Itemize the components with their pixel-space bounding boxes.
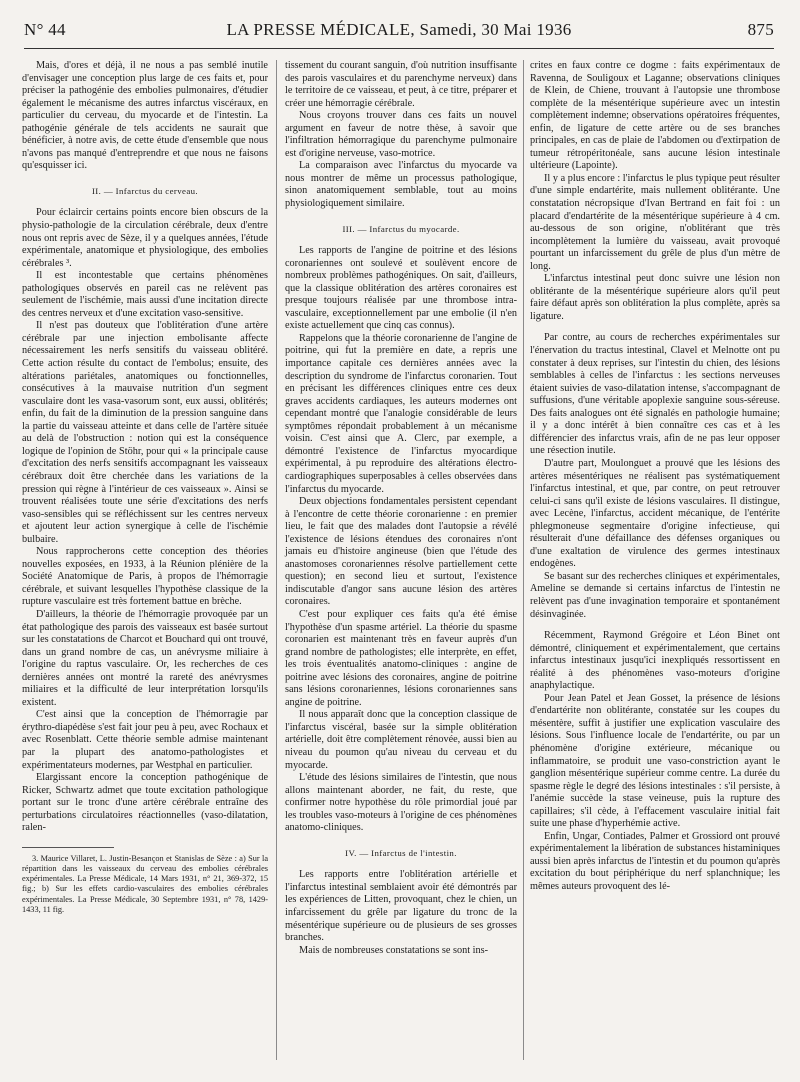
paragraph: crites en faux contre ce dogme : faits expérimentaux de Ravenna, de Souligoux et Laganne; observations cliniques de Klein, de Chiene, trouvant à l'autopsie une thrombose complète de la mésentérique supérieure avec un intestin complètement indemne; observations opératoires fréquentes, enfin, de ligature de cette artère ou de ses branches principales, en cas de plaie de l'abdomen ou d'extirpation de tumeur rétropéritonéale, sans aucune lésion intestinale ultérieure (Lapointe). [530, 60, 780, 172]
column-2 [285, 60, 517, 957]
paragraph: Il y a plus encore : l'infarctus le plus typique peut résulter d'une simple endartérite, mais nullement oblitérante. Une constatation nécropsique d'Ivan Bertrand en fait foi : un placard d'endartérite de la mésentérique supérieure à 4 cm. au-dessous de son origine, n'oblitérant que très incomplètement la lumière du vaisseau, avait provoqué pourtant un infarcissement du grêle de plus d'un mètre de long. [530, 172, 780, 272]
paragraph: Par contre, au cours de recherches expérimentales sur l'énervation du tractus intestinal, Clavel et Melnotte ont pu constater à deux reprises, sur l'intestin du chien, des lésions semblables à celles de l'infarctus : les sections nerveuses étaient suivies de vaso-dilatation intense, s'accompagnant de suffusions, d'une véritable apoplexie sanguine sous-séreuse. Des faits analogues ont été signalés en pathologie humaine; il y a donc intérêt à bien connaître ces cas et à les différencier des infarctus vrais, afin de ne pas leur opposer une résection inutile. [530, 332, 780, 457]
paragraph: Enfin, Ungar, Contiades, Palmer et Grossiord ont prouvé expérimentalement la libération de substances histaminiques aussi bien après infarctus de l'intestin et du poumon qu'après excitation du bout périphérique du nerf splanchnique; les mêmes auteurs provoquent des lé- [530, 830, 780, 892]
paragraph: Rappelons que la théorie coronarienne de l'angine de poitrine, qui fut la première en date, a repris une importance capitale ces dernières années avec la description du syndrome de l'infarctus coronarien. Tout en précisant les différences cliniques entre ces deux graves accidents cardiaques, les auteurs modernes ont cependant montré que l'analogie considérable de leurs symptômes répondait probablement à un mécanisme voisin. C'est ainsi que A. Clerc, par exemple, a démontré l'existence de l'infarctus myocardique expérimental, à pu reproduire des altérations électro-cardiographiques superposables à celles observées dans l'infarctus du myocarde. [285, 332, 517, 495]
section-heading-myocarde: III. — Infarctus du myocarde. [342, 223, 460, 234]
paragraph: Pour éclaircir certains points encore bien obscurs de la physio-pathologie de la circulation cérébrale, deux d'entre nous ont repris avec de Sèze, il y a quelques années, l'étude expérimentale, anatomique et physiologique, des embolies cérébrales ³. [22, 207, 268, 269]
paragraph: Nous rapprocherons cette conception des théories nouvelles exposées, en 1933, à la Réunion plénière de la Société Anatomique de Paris, à propos de l'hémorragie cérébrale, et suivant lesquelles l'hypothèse classique de la rupture vasculaire est très fortement battue en brèche. [22, 546, 268, 608]
paragraph: Mais de nombreuses constatations se sont ins- [299, 944, 489, 956]
paragraph: tissement du courant sanguin, d'où nutrition insuffisante des parois vasculaires et du parenchyme nerveux) dans le territoire de ce vaisseau, et peut, à ce titre, préparer et créer une hémorragie cérébrale. [285, 60, 517, 109]
paragraph: Pour Jean Patel et Jean Gosset, la présence de lésions d'endartérite non oblitérante, constatée sur les coupes du mésentère, suffit à justifier une explication vasculaire des lésions. Sous l'influence locale de l'endartérite, ou par un phénomène d'origine extérieure, mécanique ou inflammatoire, se produit une vaso-constriction ayant le ganglion mésentérique supérieur comme centre. La durée du spasme règle le degré des lésions intestinales : s'il persiste, à l'anémie succède la stase veineuse, puis la rupture des capillaires; s'il cède, à l'effacement vasculaire initial fait suite une phase d'hyperhémie active. [530, 692, 780, 830]
paragraph: L'infarctus intestinal peut donc suivre une lésion non oblitérante de la mésentérique supérieure alors qu'il peut faire défaut après son oblitération la plus complète, après sa ligature. [530, 273, 780, 322]
column-divider-2 [523, 60, 524, 1060]
paragraph: Il est incontestable que certains phénomènes pathologiques observés en pareil cas ne relèvent pas seulement de l'ischémie, mais aussi d'une incitation directe des centres nerveux et d'une excitation vaso-sensitive. [22, 270, 268, 319]
paragraph: C'est pour expliquer ces faits qu'a été émise l'hypothèse d'un spasme artériel. La théorie du spasme coronarien est maintenant très en faveur auprès d'un grand nombre de pathologistes; elle interprète, en effet, les trois éventualités anatomo-cliniques : angine de poitrine avec lésions des coronaires, angine de poitrine sans lésions coronariennes, lésions coronariennes sans angine de poitrine. [285, 608, 517, 708]
page-header [24, 14, 774, 49]
footnote: 3. Maurice Villaret, L. Justin-Besançon et Stanislas de Sèze : a) Sur la répartition dans les vaisseaux du cerveau des embolies cérébrales expérimentales. La Presse Médicale, 14 Mars 1931, n° 21, 369-372, 15 fig.; b) Sur les effets cardio-vasculaires des embolies cérébrales expérimentales. La Presse Médicale, 30 Septembre 1931, n° 78, 1429-1433, 11 fig. [22, 853, 268, 914]
spacer [530, 323, 780, 332]
journal-title: LA PRESSE MÉDICALE, Samedi, 30 Mai 1936 [226, 20, 572, 39]
column-1 [22, 60, 268, 915]
paragraph: Les rapports de l'angine de poitrine et des lésions coronariennes ont soulevé et soulèvent encore de nombreux problèmes pathogéniques. On sait, d'ailleurs, que la classique oblitération des artères coronaires est presque toujours réalisée par une thrombose intra-vasculaire, exceptionnellement par une embolie (il n'en existe actuellement que cinq cas connus). [285, 245, 517, 332]
paragraph: Deux objections fondamentales persistent cependant à l'encontre de cette théorie coronarienne : en premier lieu, le fait que des malades dont l'autopsie a révélé l'existence de lésions étendues des coronaires n'ont jamais eu d'histoire angineuse (bien que l'étude des anastomoses coronariennes résolve partiellement cette question); en second lieu et surtout, l'existence indiscutable d'angor sans aucune lésion des artères coronaires. [285, 496, 517, 608]
paragraph: Nous croyons trouver dans ces faits un nouvel argument en faveur de notre thèse, à savoir que l'infiltration hémorragique du parenchyme pulmonaire est d'origine nerveuse, vaso-motrice. [285, 110, 517, 159]
column-divider-1 [276, 60, 277, 1060]
paragraph: La comparaison avec l'infarctus du myocarde va nous montrer de même un processus pathologique, sinon anatomiquement semblable, tout au moins physiologiquement similaire. [285, 160, 517, 210]
section-heading-intestin: IV. — Infarctus de l'intestin. [345, 847, 457, 858]
paragraph: Récemment, Raymond Grégoire et Léon Binet ont démontré, cliniquement et expérimentalement, que certains infarctus intestinaux jusqu'ici inexpliqués ressortissent en réalité à des phénomènes vaso-moteurs d'origine anaphylactique. [530, 630, 780, 692]
issue-number: N° 44 [24, 20, 66, 39]
spacer [530, 621, 780, 630]
paragraph: Les rapports entre l'oblitération artérielle et l'infarctus intestinal semblaient avoir été démontrés par les expériences de Litten, provoquant, chez le chien, un infarcissement du grêle par ligature du tronc de la mésentérique supérieure ou de plusieurs de ses grosses branches. [285, 869, 517, 944]
paragraph: Elargissant encore la conception pathogénique de Ricker, Schwartz admet que toute excitation pathologique portant sur le tronc d'une artère cérébrale entraîne des perturbations circulatoires réactionnelles (vaso-dilatation, ralen- [22, 772, 268, 834]
paragraph: Se basant sur des recherches cliniques et expérimentales, Ameline se demande si certains infarctus de l'intestin ne relèvent pas d'une invagination temporaire et spontanément désinvaginée. [530, 570, 780, 620]
paragraph: D'autre part, Moulonguet a prouvé que les lésions des artères mésentériques ne réalisent pas systématiquement l'infarctus intestinal, et que, par contre, on peut retrouver celui-ci sans qu'il existe de lésions vasculaires. Il distingue, avec Lecène, l'infarctus, accident mécanique, de l'entérite phlegmoneuse segmentaire d'origine infectieuse, qui résulterait d'une défaillance des défenses organiques ou d'une exaltation de virulence des germes intestinaux endogènes. [530, 457, 780, 570]
paragraph: D'ailleurs, la théorie de l'hémorragie provoquée par un état pathologique des parois des vaisseaux est basée surtout sur les constatations de Charcot et Bouchard qui ont trouvé, dans un grand nombre de cas, un anévrysme miliaire à l'origine du raptus vasculaire. Or, les recherches de ces dernières années ont montré la rareté des anévrysmes miliaires et la difficulté de leur interprétation lorsqu'ils existent. [22, 608, 268, 708]
paragraph: Il nous apparaît donc que la conception classique de l'infarctus viscéral, basée sur la simple oblitération artérielle, doit être complètement rénovée, aussi bien au niveau du poumon qu'au niveau du cerveau et du myocarde. [285, 709, 517, 771]
paragraph: L'étude des lésions similaires de l'intestin, que nous allons maintenant aborder, ne fait, du reste, que confirmer notre hypothèse du rôle primordial joué par les troubles vaso-moteurs à l'origine de ces phénomènes anatomo-cliniques. [285, 772, 517, 834]
paragraph: C'est ainsi que la conception de l'hémorragie par érythro-diapédèse s'est fait jour peu à peu, avec Rochaux et avec Rosenblatt. Cette théorie semble admise maintenant par la plupart des anatomo-pathologistes et expérimentateurs modernes, par Westphal en particulier. [22, 709, 268, 771]
footnote-rule [22, 847, 114, 848]
paragraph: Mais, d'ores et déjà, il ne nous a pas semblé inutile d'envisager une conception plus large de ces faits et, pour préciser la pathogénie des embolies pulmonaires, d'étudier également le mécanisme des autres infarctus viscéraux, en particulier du cerveau, du myocarde et de l'intestin. La pathogénie générale de tels accidents ne saurait que bénéficier, à notre avis, de cette étude d'ensemble que nous n'avons pas manqué d'entreprendre et que nous ne faisons qu'esquisser ici. [22, 60, 268, 172]
paragraph: Il n'est pas douteux que l'oblitération d'une artère cérébrale par une injection embolisante affecte nécessairement les nerfs sensitifs du vaisseau oblitéré. Cette action résulte du contact de l'embolus; ensuite, des altérations pariétales, anatomiques ou fonctionnelles, consécutives à la mauvaise nutrition d'un segment vasculaire dont les vasa-vasorum sont, eux aussi, oblitérés; enfin, du fait de la diminution de la pression sanguine dans la partie du vaisseau atteinte et dans celle de l'artère située au delà de l'obstruction : notion qui est la conséquence logique de l'opinion de Stöhr, pour qui « la principale cause d'excitation des nerfs sensitifs accompagnant les vaisseaux cérébraux doit être cherchée dans les variations de la pression qui règne à l'intérieur de ces vaisseaux ». Ainsi se trouvent réalisées toute une série d'excitations des nerfs vaso-sensibles qui se réfléchissent sur les centres nerveux et ajoutent leur action synergique à celle de l'ischémie bulbaire. [22, 320, 268, 545]
column-3 [530, 60, 780, 894]
section-heading-cerveau: II. — Infarctus du cerveau. [91, 185, 199, 196]
page-number: 875 [747, 20, 774, 39]
